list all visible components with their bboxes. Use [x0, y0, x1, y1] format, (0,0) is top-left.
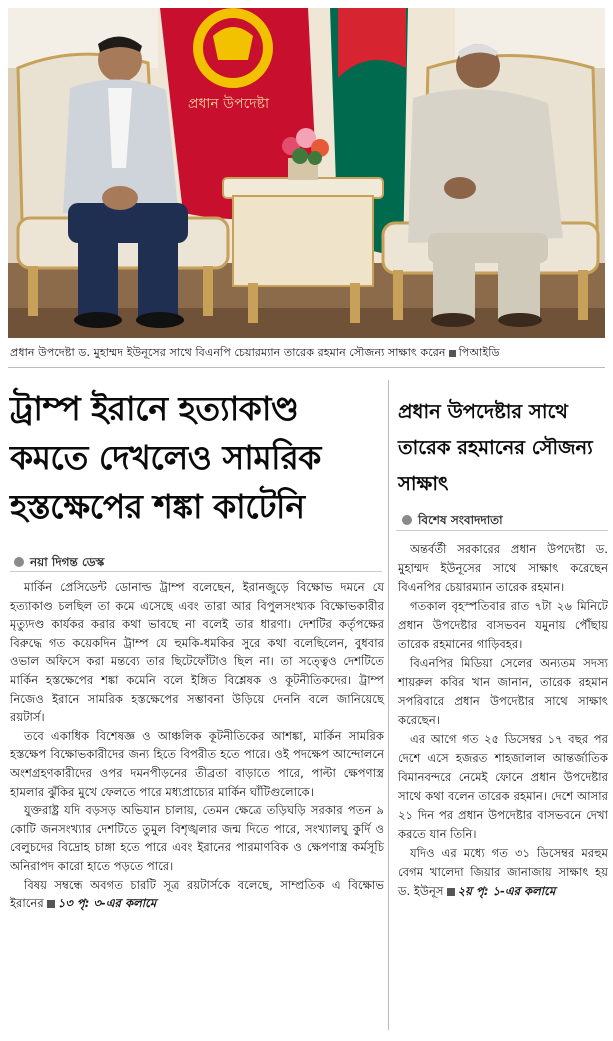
bullet-dot-icon [14, 557, 24, 567]
meeting-illustration [8, 8, 605, 338]
main-byline-text: নয়া দিগন্ত ডেস্ক [30, 555, 105, 569]
caption-text: প্রধান উপদেষ্টা ড. মুহাম্মদ ইউনূসের সাথে বিএনপি চেয়ারম্যান তারেক রহমান সৌজন্য সাক্ষাৎ করেন [10, 346, 446, 359]
side-byline-text: বিশেষ সংবাদদাতা [418, 513, 503, 527]
column-divider [388, 380, 389, 1030]
side-paragraph-5 [398, 844, 608, 901]
main-byline-divider [10, 571, 382, 572]
jump-square-icon [47, 900, 55, 908]
main-paragraph-4 [10, 876, 384, 913]
side-paragraph-3: বিএনপির মিডিয়া সেলের অন্যতম সদস্য শায়রুল কবির খান জানান, তারেক রহমান সপরিবারে প্রধান উপদেষ্টার সাথে সাক্ষাৎ করেছেন। [398, 656, 608, 727]
side-paragraph-4: এর আগে গত ২৫ ডিসেম্বর ১৭ বছর পর দেশে এসে হজরত শাহজালাল আন্তর্জাতিক বিমানবন্দরে নেমেই ফোনে প্রধান উপদেষ্টার সাথে কথা বলেন তারেক রহমান। দেশে আসার ২১ দিন পর প্রধান উপদেষ্টার বাসভবনে দেখা করতে যান তিনি। [398, 732, 608, 841]
side-paragraph-2: গতকাল বৃহস্পতিবার রাত ৭টা ২৬ মিনিটে প্রধান উপদেষ্টার বাসভবন যমুনায় পৌঁছায় তারেক রহমানের গাড়িবহর। [398, 599, 608, 651]
side-byline-divider [396, 530, 608, 531]
main-paragraph-1: মার্কিন প্রেসিডেন্ট ডোনাল্ড ট্রাম্প বলেছেন, ইরানজুড়ে বিক্ষোভ দমনে যে হত্যাকাণ্ড চলছিল তা কমে এসেছে এবং তারা আর বিপুলসংখ্যক বিক্ষোভকারীর মৃত্যুদণ্ড কার্যকর করার কথা ভাবছে না বলেই তার ধারণা। দেশটির কর্তৃপক্ষের বিরুদ্ধে গত কয়েকদিন ট্রাম্প যে হুমকি-ধমকির সুরে কথা বলেছিলেন, বুধবার ওভাল অফিসে করা মন্তব্যে তার ছিটেফোঁটাও ছিল না। তা সত্ত্বেও দেশটিতে মার্কিন হস্তক্ষেপের শঙ্কা কমেনি বলে ইঙ্গিত বিশ্লেষক ও কূটনীতিকদের। ট্রাম্প নিজেও ইরানে সামরিক হস্তক্ষেপের সম্ভাবনা উড়িয়ে দেননি বলে জানিয়েছে রয়টার্স। [10, 580, 384, 725]
photo-caption [10, 346, 605, 360]
main-headline: ট্রাম্প ইরানে হত্যাকাণ্ড কমতে দেখলেও সামরিক হস্তক্ষেপের শঙ্কা কাটেনি [10, 389, 321, 526]
side-byline [402, 512, 503, 532]
main-paragraph-3: যুক্তরাষ্ট্র যদি বড়সড় অভিযান চালায়, তেমন ক্ষেত্রে তড়িঘড়ি সরকার পতন ৯ কোটি জনসংখ্যার দেশটিতে তুমুল বিশৃঙ্খলার জন্ম দিতে পারে, সংখ্যালঘু কুর্দি ও বেলুচদের বিদ্রোহ চাঙ্গা হতে পারে এবং ইরানের পারমাণবিক ও ক্ষেপণাস্ত্র কর্মসূচি অনিরাপদ কারো হাতে পড়তে পারে। [10, 803, 384, 873]
side-story-body [398, 540, 608, 901]
side-jump-link[interactable]: ২য় পৃ: ১-এর কলামে [457, 884, 556, 898]
main-paragraph-2: তবে একাধিক বিশেষজ্ঞ ও আঞ্চলিক কূটনীতিকের আশঙ্কা, মার্কিন সামরিক হস্তক্ষেপ বিক্ষোভকারীদের জন্য হিতে বিপরীত হতে পারে। ওই পদক্ষেপ আন্দোলনে অংশগ্রহণকারীদের ওপর দমনপীড়নের তীব্রতা বাড়াতে পারে, পাল্টা ক্ষেপণাস্ত্র হামলার ঝুঁকির মুখে ফেলতে পারে মধ্যপ্রাচ্যের মার্কিন ঘাঁটিগুলোকে। [10, 728, 384, 799]
photo-credit: পিআইডি [458, 346, 500, 359]
news-photo [8, 8, 605, 338]
side-paragraph-1: অন্তর্বর্তী সরকারের প্রধান উপদেষ্টা ড. মুহাম্মদ ইউনূসের সাথে সাক্ষাৎ করেছেন বিএনপির চেয়ারম্যান তারেক রহমান। [398, 542, 608, 594]
main-jump-link[interactable]: ১৩ পৃ: ৩-এর কলামে [57, 896, 157, 911]
credit-square-icon [449, 350, 456, 357]
main-story-body [10, 578, 384, 913]
main-paragraph-4-text: বিষয় সম্বন্ধে অবগত চারটি সূত্র রয়টার্সকে বলেছে, সাম্প্রতিক এ বিক্ষোভ ইরানের [10, 877, 384, 911]
bullet-dot-icon [402, 515, 412, 525]
side-paragraph-5-text: যদিও এর মধ্যে গত ৩১ ডিসেম্বর মরহুম বেগম খালেদা জিয়ার জানাজায় সাক্ষাৎ হয় ড. ইউনূস [398, 846, 608, 898]
caption-divider [8, 367, 605, 368]
side-headline: প্রধান উপদেষ্টার সাথে তারেক রহমানের সৌজন্য সাক্ষাৎ [398, 400, 593, 495]
jump-square-icon [447, 888, 455, 896]
flag-caption: প্রধান উপদেষ্টা [188, 96, 270, 112]
